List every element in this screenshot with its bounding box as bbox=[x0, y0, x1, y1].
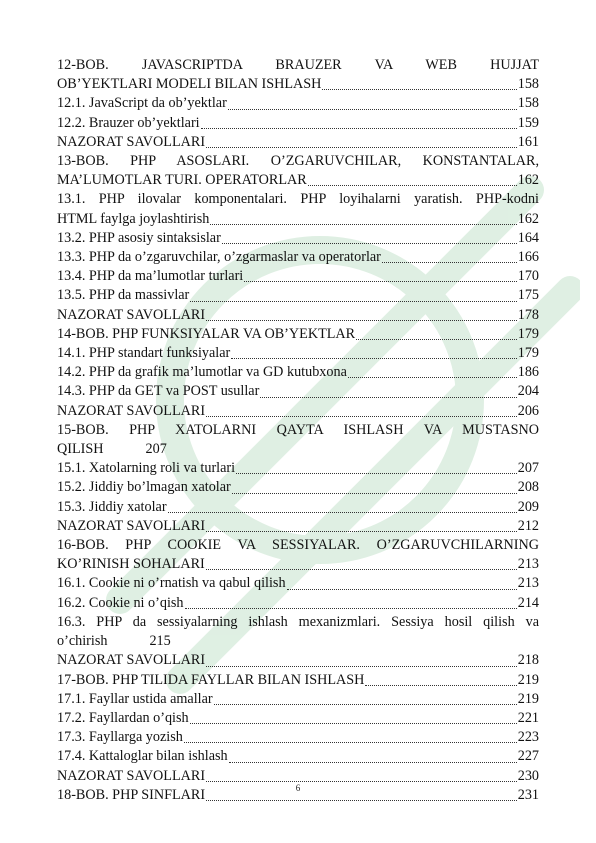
toc-entry-title: NAZORAT SAVOLLARI bbox=[57, 767, 206, 784]
toc-entry-title: 17.4. Kattaloglar bilan ishlash bbox=[57, 748, 228, 765]
dot-leader bbox=[206, 781, 517, 782]
toc-entry-title: NAZORAT SAVOLLARI bbox=[57, 402, 206, 419]
toc-entry-line bbox=[57, 75, 539, 94]
toc-entry-page-number: 164 bbox=[517, 229, 539, 246]
toc-entry[interactable] bbox=[57, 478, 539, 497]
toc-entry-title: 17.2. Fayllardan o’qish bbox=[57, 709, 189, 726]
toc-entry-title: 15.1. Xatolarning roli va turlari bbox=[57, 460, 236, 477]
toc-entry-title: KO’RINISH SOHALARI bbox=[57, 556, 205, 573]
toc-entry-page-number: 206 bbox=[517, 402, 539, 419]
toc-entry-title-first-line: 15-BOB. PHP XATOLARNI QAYTA ISHLASH VA MUSTASNO bbox=[57, 421, 539, 438]
toc-entry[interactable] bbox=[57, 344, 539, 363]
toc-entry[interactable] bbox=[57, 536, 539, 574]
toc-entry-line bbox=[57, 594, 539, 613]
toc-entry-page-number: 186 bbox=[517, 364, 539, 381]
toc-entry[interactable] bbox=[57, 306, 539, 325]
table-of-contents bbox=[57, 56, 539, 805]
toc-entry[interactable] bbox=[57, 56, 539, 94]
dot-leader bbox=[185, 608, 517, 609]
dot-leader bbox=[382, 262, 517, 263]
toc-entry-title: 15.3. Jiddiy xatolar bbox=[57, 498, 167, 515]
toc-entry-line bbox=[57, 171, 539, 190]
toc-entry-page-number: 214 bbox=[517, 594, 539, 611]
toc-entry[interactable] bbox=[57, 94, 539, 113]
toc-entry-title: 17-BOB. PHP TILIDA FAYLLAR BILAN ISHLASH bbox=[57, 671, 365, 688]
toc-entry-title: 14.1. PHP standart funksiyalar bbox=[57, 345, 231, 362]
toc-entry-line bbox=[57, 248, 539, 267]
toc-entry-page-number: 213 bbox=[517, 556, 539, 573]
dot-leader bbox=[190, 723, 517, 724]
toc-entry-line bbox=[57, 574, 539, 593]
toc-entry-page-number: 158 bbox=[517, 95, 539, 112]
toc-entry-title: 13.4. PHP da ma’lumotlar turlari bbox=[57, 268, 244, 285]
toc-entry-line bbox=[57, 478, 539, 497]
toc-entry[interactable] bbox=[57, 402, 539, 421]
toc-entry-title: 18-BOB. PHP SINFLARI bbox=[57, 786, 206, 803]
toc-entry-line bbox=[57, 671, 539, 690]
toc-entry-page-number: 170 bbox=[517, 268, 539, 285]
toc-entry-line bbox=[57, 728, 539, 747]
toc-entry-line bbox=[57, 459, 539, 478]
toc-entry-page-number: 166 bbox=[517, 249, 539, 266]
toc-entry-title: 14.3. PHP da GET va POST usullar bbox=[57, 383, 260, 400]
dot-leader bbox=[206, 320, 517, 321]
toc-entry-title: 14-BOB. PHP FUNKSIYALAR VA OB’YEKTLAR bbox=[57, 325, 356, 342]
toc-entry-line bbox=[57, 651, 539, 670]
toc-entry-page-number: 175 bbox=[517, 287, 539, 304]
toc-entry-title: 17.3. Fayllarga yozish bbox=[57, 729, 183, 746]
toc-entry-line bbox=[57, 747, 539, 766]
toc-entry-page-number: 212 bbox=[517, 517, 539, 534]
dot-leader bbox=[222, 243, 517, 244]
toc-entry-page-number: 221 bbox=[517, 709, 539, 726]
toc-entry-title: OB’YEKTLARI MODELI BILAN ISHLASH bbox=[57, 76, 322, 93]
dot-leader bbox=[206, 666, 517, 667]
toc-entry-line bbox=[57, 555, 539, 574]
toc-entry-line bbox=[57, 344, 539, 363]
toc-entry-page-number: 208 bbox=[517, 479, 539, 496]
toc-entry[interactable] bbox=[57, 651, 539, 670]
toc-entry-line bbox=[57, 363, 539, 382]
toc-entry-title-first-line: 13.1. PHP ilovalar komponentalari. PHP loyihalarni yaratish. PHP-kodni bbox=[57, 191, 539, 208]
toc-entry[interactable] bbox=[57, 267, 539, 286]
toc-entry-line bbox=[57, 382, 539, 401]
dot-leader bbox=[229, 762, 517, 763]
toc-entry[interactable] bbox=[57, 190, 539, 228]
toc-entry[interactable] bbox=[57, 574, 539, 593]
toc-entry-page-number: 158 bbox=[517, 76, 539, 93]
toc-entry[interactable] bbox=[57, 363, 539, 382]
toc-entry-page-number: 178 bbox=[517, 306, 539, 323]
toc-entry-title: NAZORAT SAVOLLARI bbox=[57, 133, 206, 150]
toc-entry-line bbox=[57, 210, 539, 229]
dot-leader bbox=[348, 377, 517, 378]
toc-entry-title-first-line: 16.3. PHP da sessiyalarning ishlash mexanizmlari. Sessiya hosil qilish va bbox=[57, 613, 539, 630]
toc-entry[interactable] bbox=[57, 421, 539, 459]
toc-entry[interactable] bbox=[57, 498, 539, 517]
toc-entry-line bbox=[57, 286, 539, 305]
toc-entry-page-number: 159 bbox=[517, 114, 539, 131]
toc-entry-title: 13.3. PHP da o’zgaruvchilar, o’zgarmaslar va operatorlar bbox=[57, 249, 381, 266]
toc-entry[interactable] bbox=[57, 613, 539, 651]
toc-entry-title-first-line: 16-BOB. PHP COOKIE VA SESSIYALAR. O’ZGARUVCHILARNING bbox=[57, 537, 539, 554]
toc-entry-title-first-line: 12-BOB. JAVASCRIPTDA BRAUZER VA WEB HUJJAT bbox=[57, 57, 539, 73]
toc-entry-title: 17.1. Fayllar ustida amallar bbox=[57, 690, 213, 707]
toc-entry-line bbox=[57, 133, 539, 152]
dot-leader bbox=[206, 416, 517, 417]
toc-entry[interactable] bbox=[57, 325, 539, 344]
toc-entry[interactable] bbox=[57, 114, 539, 133]
toc-entry-title-first-line: 13-BOB. PHP ASOSLARI. O’ZGARUVCHILAR, KONSTANTALAR, bbox=[57, 153, 539, 170]
toc-entry-page-number: 162 bbox=[517, 210, 539, 227]
dot-leader bbox=[206, 147, 517, 148]
dot-leader bbox=[232, 493, 517, 494]
toc-entry-line bbox=[57, 306, 539, 325]
toc-entry-page-number: 218 bbox=[517, 652, 539, 669]
toc-entry-line bbox=[57, 632, 539, 651]
dot-leader bbox=[356, 339, 517, 340]
toc-entry-title: 12.1. JavaScript da ob’yektlar bbox=[57, 95, 227, 112]
toc-entry-title: NAZORAT SAVOLLARI bbox=[57, 517, 206, 534]
dot-leader bbox=[365, 685, 516, 686]
dot-leader bbox=[231, 358, 516, 359]
toc-entry-page-number: 230 bbox=[517, 767, 539, 784]
toc-entry-page-number: 213 bbox=[517, 575, 539, 592]
toc-entry-line bbox=[57, 114, 539, 133]
toc-entry-title: QILISH bbox=[57, 441, 104, 458]
toc-entry-title: o’chirish bbox=[57, 633, 108, 650]
toc-entry[interactable] bbox=[57, 133, 539, 152]
dot-leader bbox=[322, 89, 516, 90]
dot-leader bbox=[287, 589, 517, 590]
toc-entry[interactable] bbox=[57, 747, 539, 766]
dot-leader bbox=[236, 473, 517, 474]
dot-leader bbox=[308, 185, 517, 186]
dot-leader bbox=[210, 224, 516, 225]
dot-leader bbox=[214, 704, 517, 705]
toc-entry-page-number: 219 bbox=[517, 690, 539, 707]
toc-entry-title: 15.2. Jiddiy bo’lmagan xatolar bbox=[57, 479, 231, 496]
toc-entry-title: 16.1. Cookie ni o’rnatish va qabul qilish bbox=[57, 575, 286, 592]
toc-entry[interactable] bbox=[57, 517, 539, 536]
toc-entry[interactable] bbox=[57, 382, 539, 401]
toc-entry[interactable] bbox=[57, 286, 539, 305]
toc-entry[interactable] bbox=[57, 229, 539, 248]
toc-entry[interactable] bbox=[57, 248, 539, 267]
dot-leader bbox=[228, 109, 517, 110]
toc-entry-line bbox=[57, 709, 539, 728]
dot-leader bbox=[206, 800, 517, 801]
dot-leader bbox=[206, 531, 517, 532]
toc-entry-title: 14.2. PHP da grafik ma’lumotlar va GD kutubxona bbox=[57, 364, 347, 381]
toc-entry-title: 13.5. PHP da massivlar bbox=[57, 287, 190, 304]
toc-entry-title: 12.2. Brauzer ob’yektlari bbox=[57, 114, 200, 131]
page-number: 6 bbox=[295, 783, 301, 793]
toc-entry-line bbox=[57, 267, 539, 286]
toc-entry-page-number: 204 bbox=[517, 383, 539, 400]
toc-entry-page-number: 215 bbox=[149, 633, 171, 650]
toc-entry-page-number: 223 bbox=[517, 729, 539, 746]
toc-entry-page-number: 179 bbox=[517, 345, 539, 362]
toc-entry[interactable] bbox=[57, 671, 539, 690]
toc-entry-page-number: 207 bbox=[517, 460, 539, 477]
toc-entry-title: NAZORAT SAVOLLARI bbox=[57, 652, 206, 669]
toc-entry-line bbox=[57, 517, 539, 536]
toc-entry-title: MA’LUMOTLAR TURI. OPERATORLAR bbox=[57, 172, 307, 189]
toc-entry[interactable] bbox=[57, 459, 539, 478]
dot-leader bbox=[190, 301, 516, 302]
toc-entry-page-number: 209 bbox=[517, 498, 539, 515]
toc-entry[interactable] bbox=[57, 152, 539, 190]
toc-entry-page-number: 162 bbox=[517, 172, 539, 189]
toc-entry-line bbox=[57, 440, 539, 459]
toc-entry-title: 16.2. Cookie ni o’qish bbox=[57, 594, 184, 611]
toc-entry[interactable] bbox=[57, 690, 539, 709]
dot-leader bbox=[168, 512, 517, 513]
dot-leader bbox=[260, 397, 516, 398]
toc-entry-line bbox=[57, 498, 539, 517]
toc-entry-title: 13.2. PHP asosiy sintaksislar bbox=[57, 229, 221, 246]
toc-entry-page-number: 231 bbox=[517, 786, 539, 803]
toc-entry[interactable] bbox=[57, 709, 539, 728]
toc-entry-line bbox=[57, 325, 539, 344]
toc-entry[interactable] bbox=[57, 728, 539, 747]
dot-leader bbox=[244, 281, 516, 282]
toc-entry-page-number: 179 bbox=[517, 325, 539, 342]
toc-entry-page-number: 227 bbox=[517, 748, 539, 765]
toc-entry-page-number: 219 bbox=[517, 671, 539, 688]
toc-entry-line bbox=[57, 94, 539, 113]
toc-entry-line bbox=[57, 690, 539, 709]
dot-leader bbox=[184, 742, 517, 743]
toc-entry-title: HTML faylga joylashtirish bbox=[57, 210, 210, 227]
toc-entry-line bbox=[57, 229, 539, 248]
toc-entry-line bbox=[57, 402, 539, 421]
dot-leader bbox=[206, 569, 517, 570]
toc-entry-page-number: 161 bbox=[517, 133, 539, 150]
toc-entry-page-number: 207 bbox=[145, 441, 167, 458]
toc-entry[interactable] bbox=[57, 594, 539, 613]
dot-leader bbox=[201, 128, 517, 129]
toc-entry-title: NAZORAT SAVOLLARI bbox=[57, 306, 206, 323]
